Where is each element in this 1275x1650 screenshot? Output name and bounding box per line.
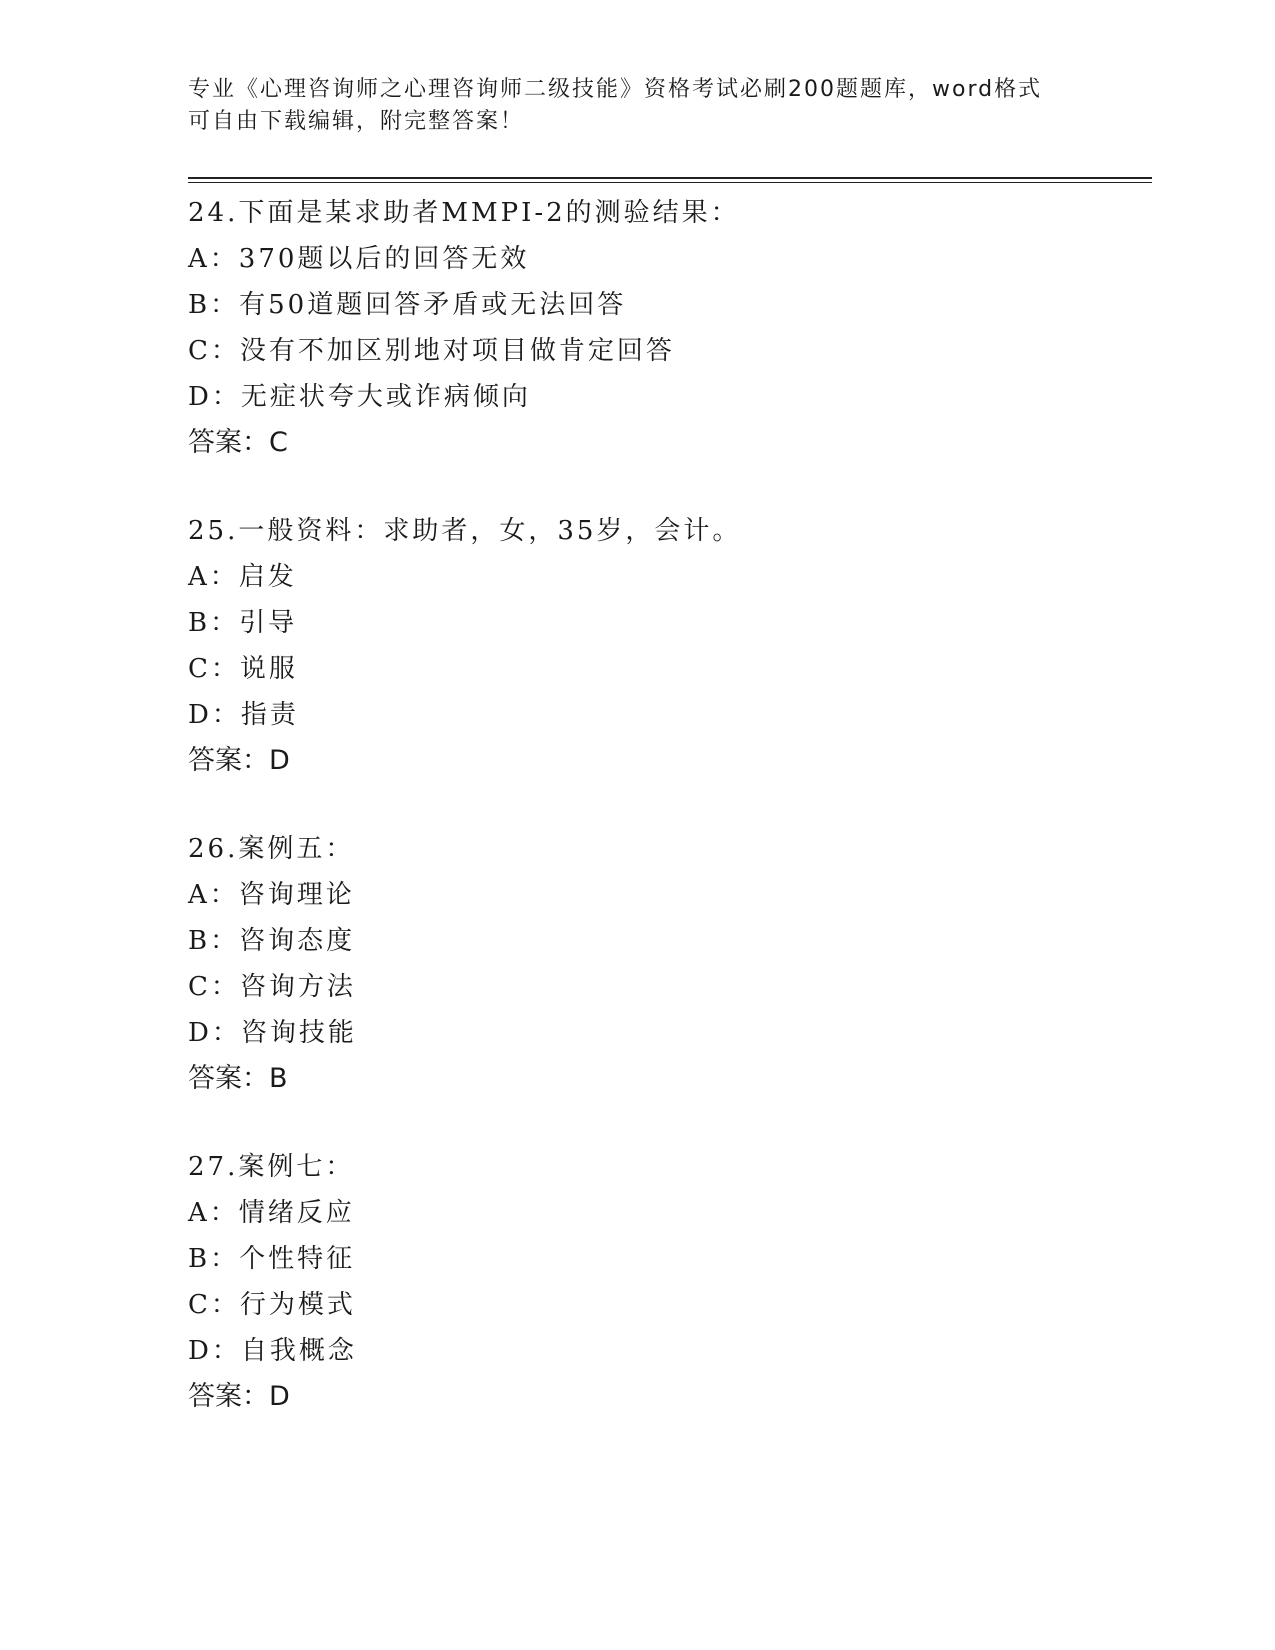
option-d: D：咨询技能 (188, 1018, 357, 1048)
answer: 答案：D (188, 1381, 290, 1412)
question-26 (188, 826, 1148, 1102)
header-rule-thick (188, 177, 1152, 179)
question-stem: 24.下面是某求助者MMPI-2的测验结果： (188, 198, 740, 228)
question-stem: 26.案例五： (188, 834, 355, 864)
option-c: C：没有不加区别地对项目做肯定回答 (188, 336, 675, 366)
option-d: D：自我概念 (188, 1336, 357, 1366)
document-header (188, 74, 1088, 138)
question-list (188, 190, 1148, 1462)
option-d: D：无症状夸大或诈病倾向 (188, 382, 531, 412)
option-b: B：个性特征 (188, 1244, 356, 1274)
question-stem: 25.一般资料：求助者，女，35岁，会计。 (188, 516, 742, 546)
option-a: A：情绪反应 (188, 1198, 355, 1228)
option-b: B：有50道题回答矛盾或无法回答 (188, 290, 627, 320)
header-line-1: 专业《心理咨询师之心理咨询师二级技能》资格考试必刷200题题库，word格式 (188, 77, 1043, 102)
option-b: B：引导 (188, 608, 298, 638)
option-a: A：咨询理论 (188, 880, 355, 910)
option-c: C：咨询方法 (188, 972, 356, 1002)
answer: 答案：C (188, 427, 288, 458)
option-b: B：咨询态度 (188, 926, 356, 956)
option-a: A：启发 (188, 562, 297, 592)
header-line-2: 可自由下载编辑，附完整答案！ (188, 109, 525, 134)
option-d: D：指责 (188, 700, 299, 730)
option-a: A：370题以后的回答无效 (188, 244, 530, 274)
option-c: C：说服 (188, 654, 298, 684)
answer: 答案：D (188, 745, 290, 776)
option-c: C：行为模式 (188, 1290, 356, 1320)
answer: 答案：B (188, 1063, 288, 1094)
header-rule-thin (188, 182, 1152, 183)
question-25 (188, 508, 1148, 784)
question-stem: 27.案例七： (188, 1152, 355, 1182)
question-27 (188, 1144, 1148, 1420)
question-24 (188, 190, 1148, 466)
